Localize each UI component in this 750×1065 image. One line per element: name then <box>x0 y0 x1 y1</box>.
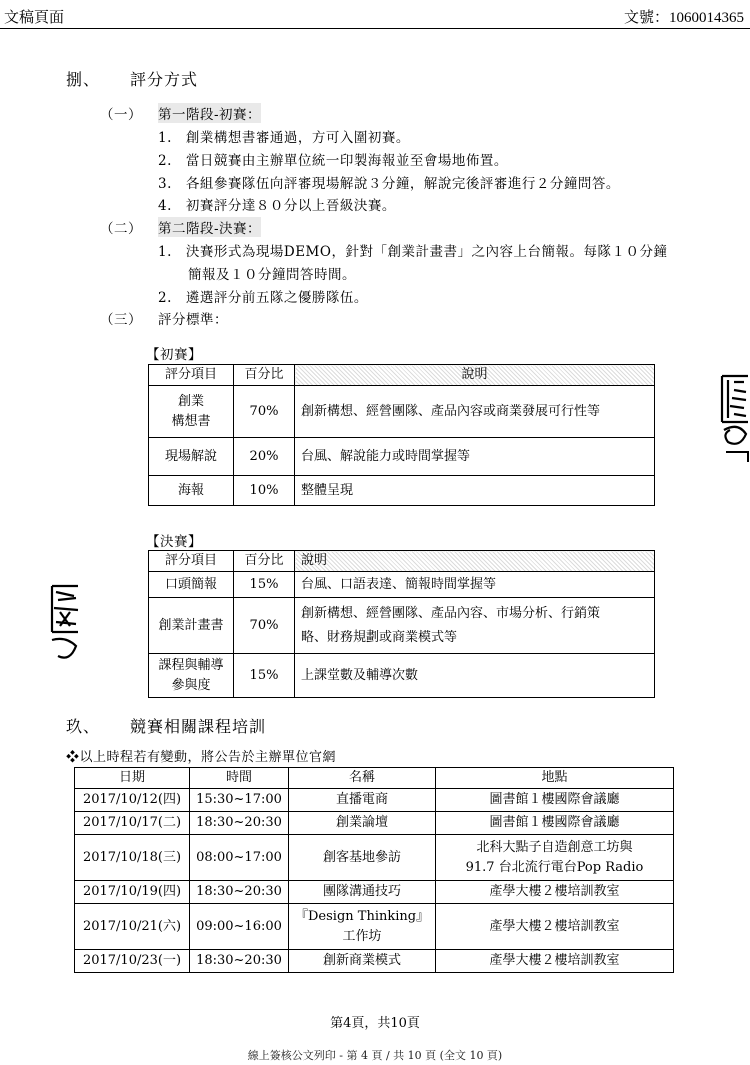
seal-stamp-left <box>50 582 82 670</box>
schedule-time: 18:30~20:30 <box>190 950 289 973</box>
schedule-place: 圖書館１樓國際會議廳 <box>436 812 674 835</box>
part-1-item-3: 3. 各組參賽隊伍向評審現場解說３分鐘，解說完後評審進行２分鐘問答。 <box>158 176 620 192</box>
schedule-note: ❖以上時程若有變動，將公告於主辦單位官網 <box>66 750 337 765</box>
schedule-name: 團隊溝通技巧 <box>289 881 436 904</box>
header-left: 文稿頁面 <box>4 10 65 26</box>
part-3-number: （三） <box>100 312 142 328</box>
prelim-header-percent: 百分比 <box>234 365 295 386</box>
final-row-1-item: 口頭簡報 <box>149 572 234 598</box>
document-number: 文號：1060014365 <box>623 10 744 26</box>
section-9-number: 玖、 <box>66 717 101 736</box>
prelim-row-3-item: 海報 <box>149 476 234 506</box>
table-row <box>75 904 674 950</box>
part-1-number: （一） <box>100 107 142 123</box>
prelim-row-1-pct: 70% <box>234 386 295 438</box>
schedule-place: 北科大點子自造創意工坊與 91.7 台北流行電台Pop Radio <box>436 835 674 881</box>
part-1-item-4: 4. 初賽評分達８０分以上晉級決賽。 <box>158 198 396 214</box>
table-row <box>75 950 674 973</box>
final-row-3-pct: 15% <box>234 654 295 698</box>
schedule-place: 產學大樓２樓培訓教室 <box>436 950 674 973</box>
schedule-time: 18:30~20:30 <box>190 881 289 904</box>
final-header-desc: 說明 <box>295 551 655 572</box>
schedule-header-time: 時間 <box>190 768 289 789</box>
schedule-name: 創客基地參訪 <box>289 835 436 881</box>
schedule-time: 15:30~17:00 <box>190 789 289 812</box>
part-1-item-1: 1. 創業構想書審通過，方可入圍初賽。 <box>158 130 410 146</box>
prelim-header-item: 評分項目 <box>149 365 234 386</box>
part-2-title: 第二階段-決賽： <box>158 217 261 237</box>
schedule-date: 2017/10/23(一) <box>75 950 190 973</box>
part-1-item-2: 2. 當日競賽由主辦單位統一印製海報並至會場地佈置。 <box>158 153 508 169</box>
schedule-name: 創業論壇 <box>289 812 436 835</box>
prelim-header-desc: 說明 <box>295 365 655 386</box>
final-row-2-desc: 創新構想、經營團隊、產品內容、市場分析、行銷策 略、財務規劃或商業模式等 <box>295 598 655 654</box>
schedule-date: 2017/10/19(四) <box>75 881 190 904</box>
schedule-date: 2017/10/12(四) <box>75 789 190 812</box>
section-8-number: 捌、 <box>66 70 101 89</box>
schedule-time: 18:30~20:30 <box>190 812 289 835</box>
table-row <box>149 438 655 476</box>
part-2-item-1-cont: 簡報及１０分鐘問答時間。 <box>188 267 356 283</box>
part-2-item-1: 1. 決賽形式為現場DEMO，針對「創業計畫書」之內容上台簡報。每隊１０分鐘 <box>158 244 668 260</box>
table-row <box>149 572 655 598</box>
final-row-2-item: 創業計畫書 <box>149 598 234 654</box>
schedule-table <box>74 767 674 973</box>
schedule-header-date: 日期 <box>75 768 190 789</box>
schedule-date: 2017/10/21(六) <box>75 904 190 950</box>
prelim-row-2-item: 現場解說 <box>149 438 234 476</box>
part-3-title: 評分標準： <box>158 312 228 328</box>
final-row-2-pct: 70% <box>234 598 295 654</box>
prelim-caption: 【初賽】 <box>146 347 202 363</box>
schedule-name: 『Design Thinking』 工作坊 <box>289 904 436 950</box>
table-row <box>149 654 655 698</box>
part-2-item-2: 2. 遴選評分前五隊之優勝隊伍。 <box>158 290 368 306</box>
final-header-percent: 百分比 <box>234 551 295 572</box>
prelim-row-3-desc: 整體呈現 <box>295 476 655 506</box>
table-row <box>75 789 674 812</box>
prelim-table <box>148 364 655 506</box>
table-row <box>149 476 655 506</box>
part-2-number: （二） <box>100 221 142 237</box>
prelim-row-2-pct: 20% <box>234 438 295 476</box>
final-row-3-item: 課程與輔導 參與度 <box>149 654 234 698</box>
print-footer: 線上簽核公文列印 - 第 4 頁 / 共 10 頁 (全文 10 頁) <box>247 1049 503 1062</box>
schedule-date: 2017/10/17(二) <box>75 812 190 835</box>
final-row-3-desc: 上課堂數及輔導次數 <box>295 654 655 698</box>
final-table <box>148 550 655 698</box>
final-row-1-pct: 15% <box>234 572 295 598</box>
schedule-time: 09:00~16:00 <box>190 904 289 950</box>
final-caption: 【決賽】 <box>146 534 202 550</box>
schedule-header-name: 名稱 <box>289 768 436 789</box>
schedule-time: 08:00~17:00 <box>190 835 289 881</box>
table-row <box>149 386 655 438</box>
final-header-item: 評分項目 <box>149 551 234 572</box>
table-row <box>149 598 655 654</box>
prelim-row-3-pct: 10% <box>234 476 295 506</box>
final-row-1-desc: 台風、口語表達、簡報時間掌握等 <box>295 572 655 598</box>
schedule-place: 圖書館１樓國際會議廳 <box>436 789 674 812</box>
part-1-title: 第一階段-初賽： <box>158 103 261 123</box>
schedule-header-place: 地點 <box>436 768 674 789</box>
section-8-title: 評分方式 <box>130 70 199 89</box>
prelim-row-1-desc: 創新構想、經營團隊、產品內容或商業發展可行性等 <box>295 386 655 438</box>
prelim-row-2-desc: 台風、解說能力或時間掌握等 <box>295 438 655 476</box>
schedule-date: 2017/10/18(三) <box>75 835 190 881</box>
table-row <box>75 835 674 881</box>
page-number: 第4頁，共10頁 <box>330 1016 420 1031</box>
schedule-place: 產學大樓２樓培訓教室 <box>436 881 674 904</box>
schedule-name: 創新商業模式 <box>289 950 436 973</box>
schedule-name: 直播電商 <box>289 789 436 812</box>
schedule-place: 產學大樓２樓培訓教室 <box>436 904 674 950</box>
section-9-title: 競賽相關課程培訓 <box>130 717 267 736</box>
table-row <box>75 881 674 904</box>
header-divider <box>0 28 750 29</box>
prelim-row-1-item: 創業 構想書 <box>149 386 234 438</box>
seal-stamp-right <box>718 372 750 464</box>
table-row <box>75 812 674 835</box>
